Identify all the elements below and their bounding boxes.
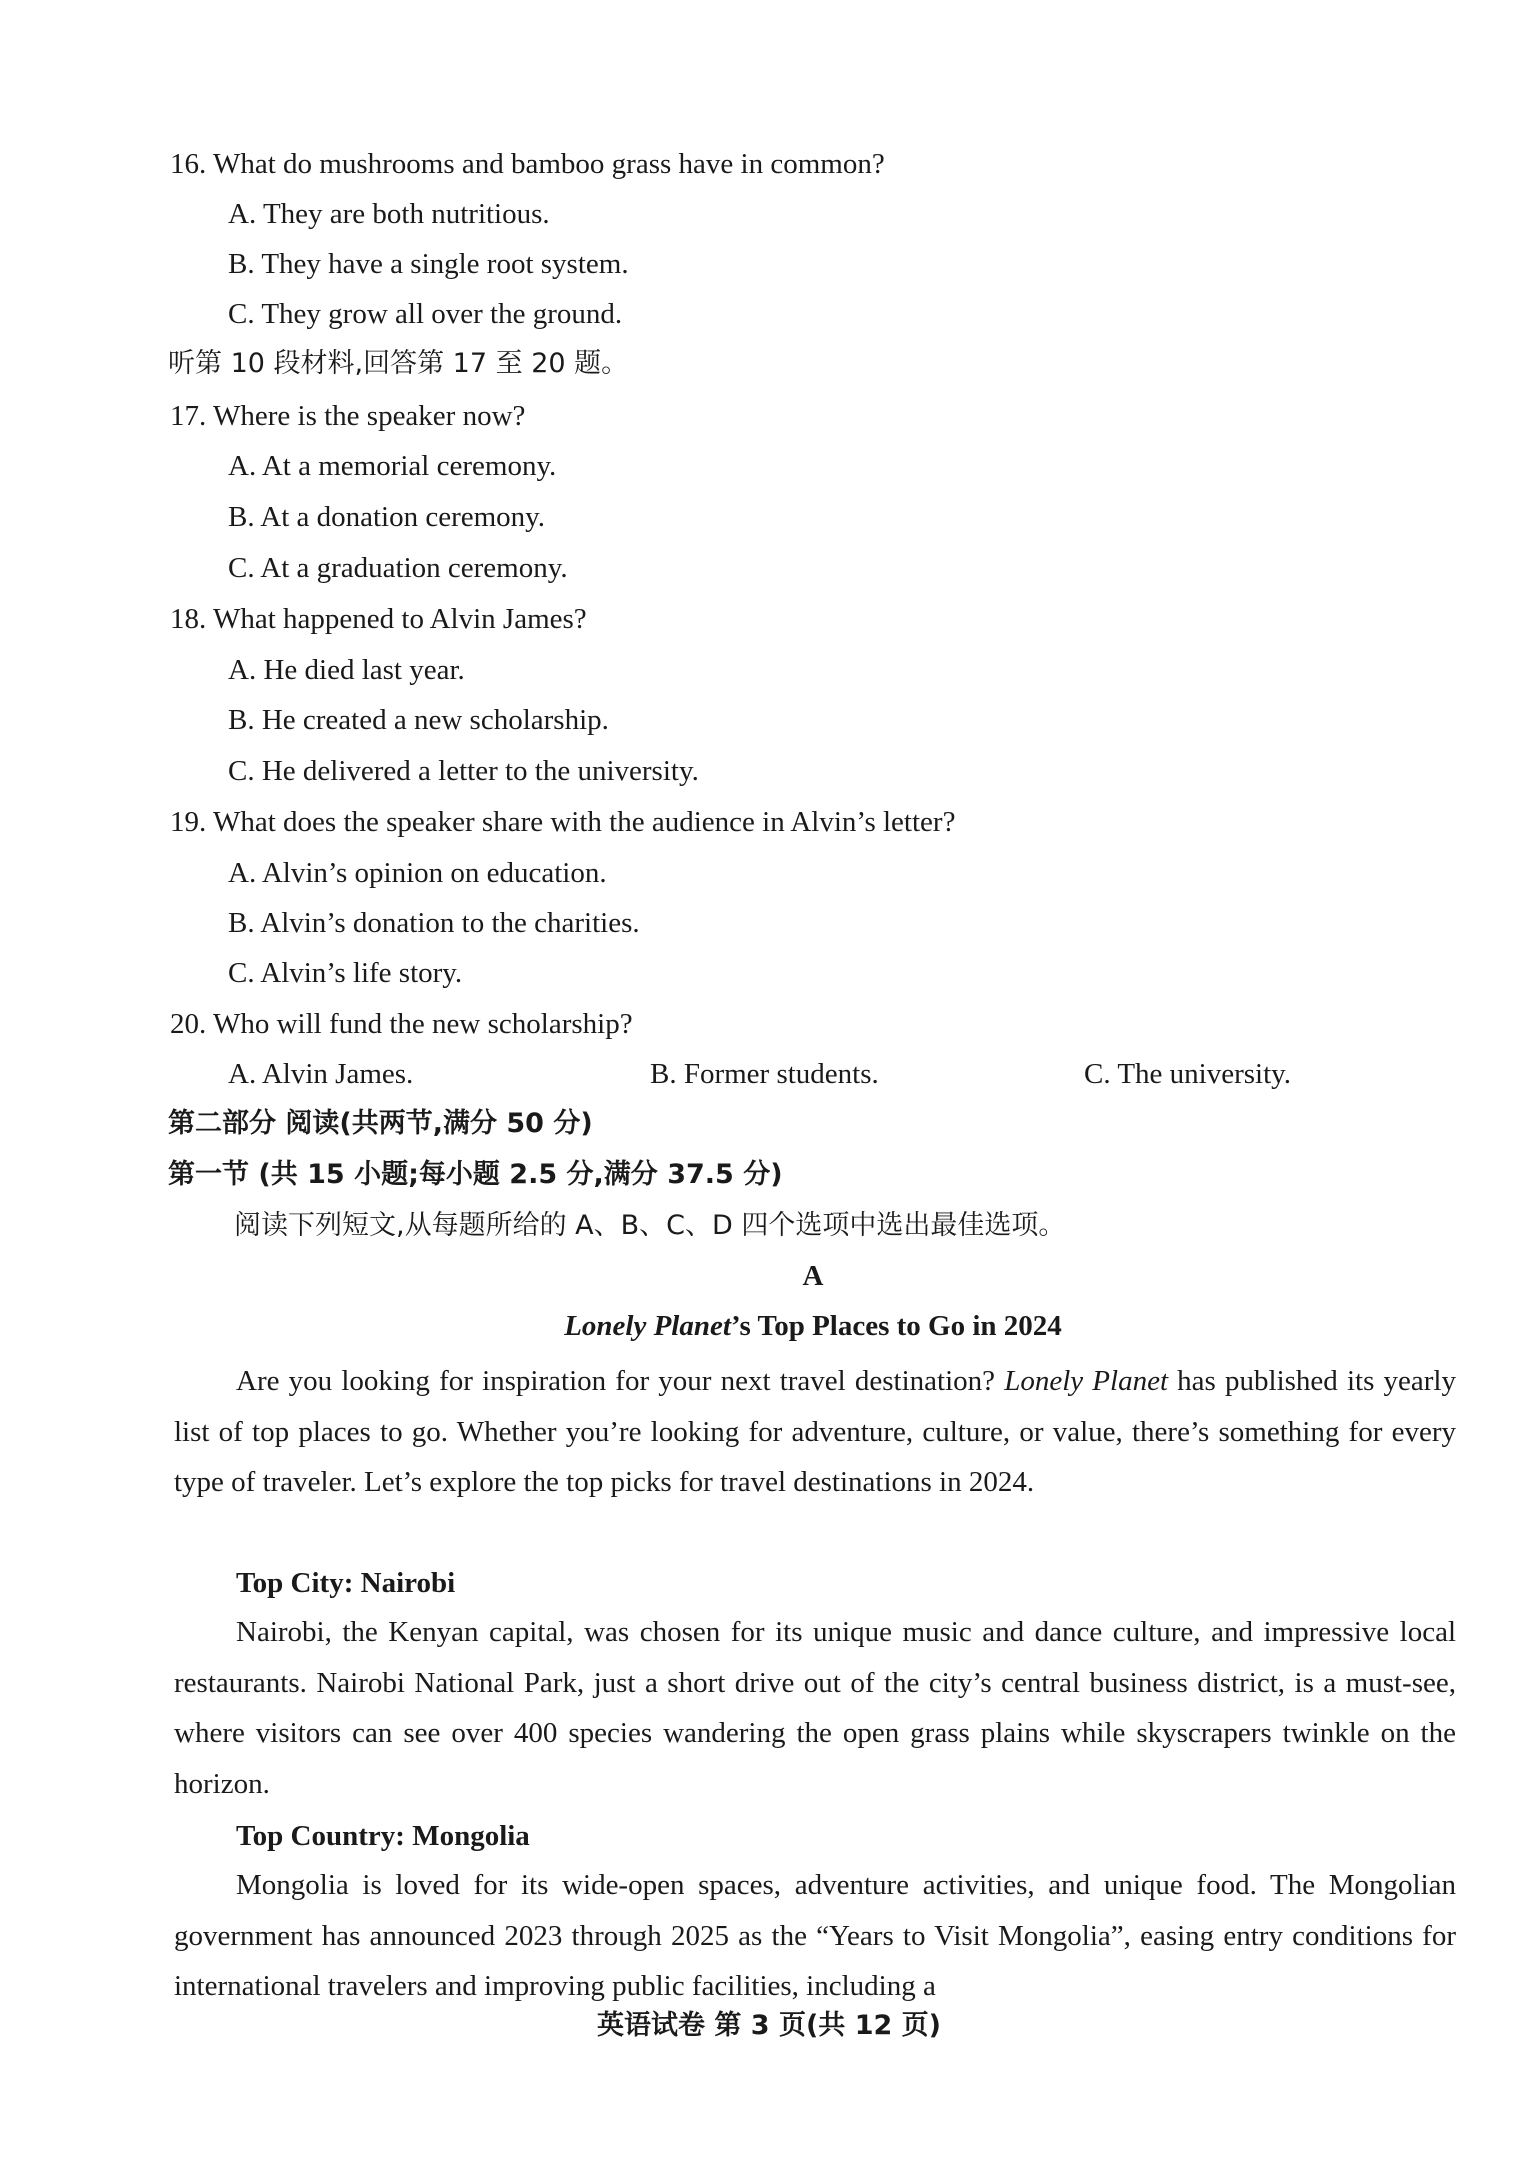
option-text: He died last year. bbox=[263, 654, 465, 686]
question-17 bbox=[170, 396, 525, 436]
option-text: They have a single root system. bbox=[261, 248, 629, 280]
option-letter: C. bbox=[228, 552, 255, 584]
option-text: They are both nutritious. bbox=[262, 198, 550, 230]
question-number: 17. bbox=[170, 400, 207, 432]
q16-option-b bbox=[228, 244, 629, 284]
q20-option-b bbox=[650, 1054, 879, 1094]
q19-option-c bbox=[228, 953, 462, 993]
q20-option-a bbox=[228, 1054, 413, 1094]
option-text: He created a new scholarship. bbox=[261, 704, 609, 736]
q18-option-b bbox=[228, 700, 609, 740]
q17-option-b bbox=[228, 497, 545, 537]
option-text: At a graduation ceremony. bbox=[260, 552, 568, 584]
option-letter: A. bbox=[228, 857, 257, 889]
option-letter: C. bbox=[228, 957, 255, 989]
top-city-paragraph: Nairobi, the Kenyan capital, was chosen for its unique music and dance culture, and impressive local restaurants. Nairobi National Park, just a short drive out of the city’s central business district, is a must-see, where visitors can see over 400 species wandering the open grass plains while skyscrapers twinkle on the horizon. bbox=[174, 1616, 1456, 1800]
q19-option-b bbox=[228, 903, 640, 943]
q16-option-c bbox=[228, 294, 622, 334]
question-16 bbox=[170, 144, 885, 184]
option-letter: A. bbox=[228, 654, 257, 686]
option-text: The university. bbox=[1117, 1058, 1292, 1090]
option-letter: B. bbox=[228, 704, 255, 736]
passage-letter: A bbox=[802, 1260, 824, 1292]
option-text: He delivered a letter to the university. bbox=[261, 755, 699, 787]
question-number: 18. bbox=[170, 603, 207, 635]
top-country-heading: Top Country: Mongolia bbox=[236, 1820, 530, 1852]
option-letter: A. bbox=[228, 1058, 257, 1090]
option-text: At a memorial ceremony. bbox=[261, 450, 557, 482]
option-letter: C. bbox=[1084, 1058, 1111, 1090]
question-text: What happened to Alvin James? bbox=[212, 603, 587, 635]
question-19 bbox=[170, 802, 955, 842]
option-letter: A. bbox=[228, 450, 257, 482]
section-one-heading: 第一节 (共 15 小题;每小题 2.5 分,满分 37.5 分) bbox=[168, 1159, 783, 1190]
q18-option-c bbox=[228, 751, 699, 791]
q16-option-a bbox=[228, 194, 550, 234]
option-text: Alvin’s donation to the charities. bbox=[260, 907, 640, 939]
top-country-paragraph: Mongolia is loved for its wide-open spaces, adventure activities, and unique food. The Mongolian government has announced 2023 through 2025 as the “Years to Visit Mongolia”, easing entry conditions for international travelers and improving public facilities, including a bbox=[174, 1869, 1456, 2002]
page-footer: 英语试卷 第 3 页(共 12 页) bbox=[596, 2010, 942, 2041]
question-number: 16. bbox=[170, 148, 207, 180]
option-letter: B. bbox=[228, 501, 255, 533]
intro-paragraph bbox=[174, 1356, 1456, 1508]
option-text: Alvin’s life story. bbox=[260, 957, 463, 989]
question-text: Where is the speaker now? bbox=[212, 400, 526, 432]
q19-option-a bbox=[228, 853, 607, 893]
title-rest: ’s Top Places to Go in 2024 bbox=[730, 1310, 1062, 1342]
option-letter: B. bbox=[650, 1058, 677, 1090]
part-two-heading: 第二部分 阅读(共两节,满分 50 分) bbox=[168, 1108, 593, 1139]
option-letter: A. bbox=[228, 198, 257, 230]
question-20 bbox=[170, 1004, 633, 1044]
q17-option-c bbox=[228, 548, 568, 588]
passage-title bbox=[0, 1306, 1538, 1346]
question-18 bbox=[170, 599, 587, 639]
option-text: They grow all over the ground. bbox=[261, 298, 623, 330]
option-text: Alvin James. bbox=[261, 1058, 414, 1090]
intro-italic: Lonely Planet bbox=[1004, 1365, 1169, 1397]
q20-option-c bbox=[1084, 1054, 1291, 1094]
question-text: Who will fund the new scholarship? bbox=[212, 1008, 633, 1040]
option-letter: C. bbox=[228, 755, 255, 787]
option-text: Alvin’s opinion on education. bbox=[261, 857, 607, 889]
listening-instruction: 听第 10 段材料,回答第 17 至 20 题。 bbox=[168, 348, 629, 379]
question-number: 20. bbox=[170, 1008, 207, 1040]
option-letter: C. bbox=[228, 298, 255, 330]
question-text: What do mushrooms and bamboo grass have in common? bbox=[212, 148, 885, 180]
option-letter: B. bbox=[228, 907, 255, 939]
option-letter: B. bbox=[228, 248, 255, 280]
option-text: Former students. bbox=[683, 1058, 879, 1090]
option-text: At a donation ceremony. bbox=[260, 501, 546, 533]
top-city-heading: Top City: Nairobi bbox=[236, 1567, 456, 1599]
question-text: What does the speaker share with the audience in Alvin’s letter? bbox=[212, 806, 956, 838]
title-italic: Lonely Planet bbox=[564, 1310, 731, 1342]
q17-option-a bbox=[228, 446, 556, 486]
intro-text: Are you looking for inspiration for your next travel destination? bbox=[236, 1365, 1005, 1397]
reading-instruction: 阅读下列短文,从每题所给的 A、B、C、D 四个选项中选出最佳选项。 bbox=[234, 1210, 1066, 1241]
question-number: 19. bbox=[170, 806, 207, 838]
intro-text: has published its yearly list of top places to go. Whether you’re looking for adventure, culture, or value, there’s something for every type of traveler. Let’s explore the top picks for travel destinations in 2024. bbox=[174, 1365, 1456, 1498]
q18-option-a bbox=[228, 650, 465, 690]
